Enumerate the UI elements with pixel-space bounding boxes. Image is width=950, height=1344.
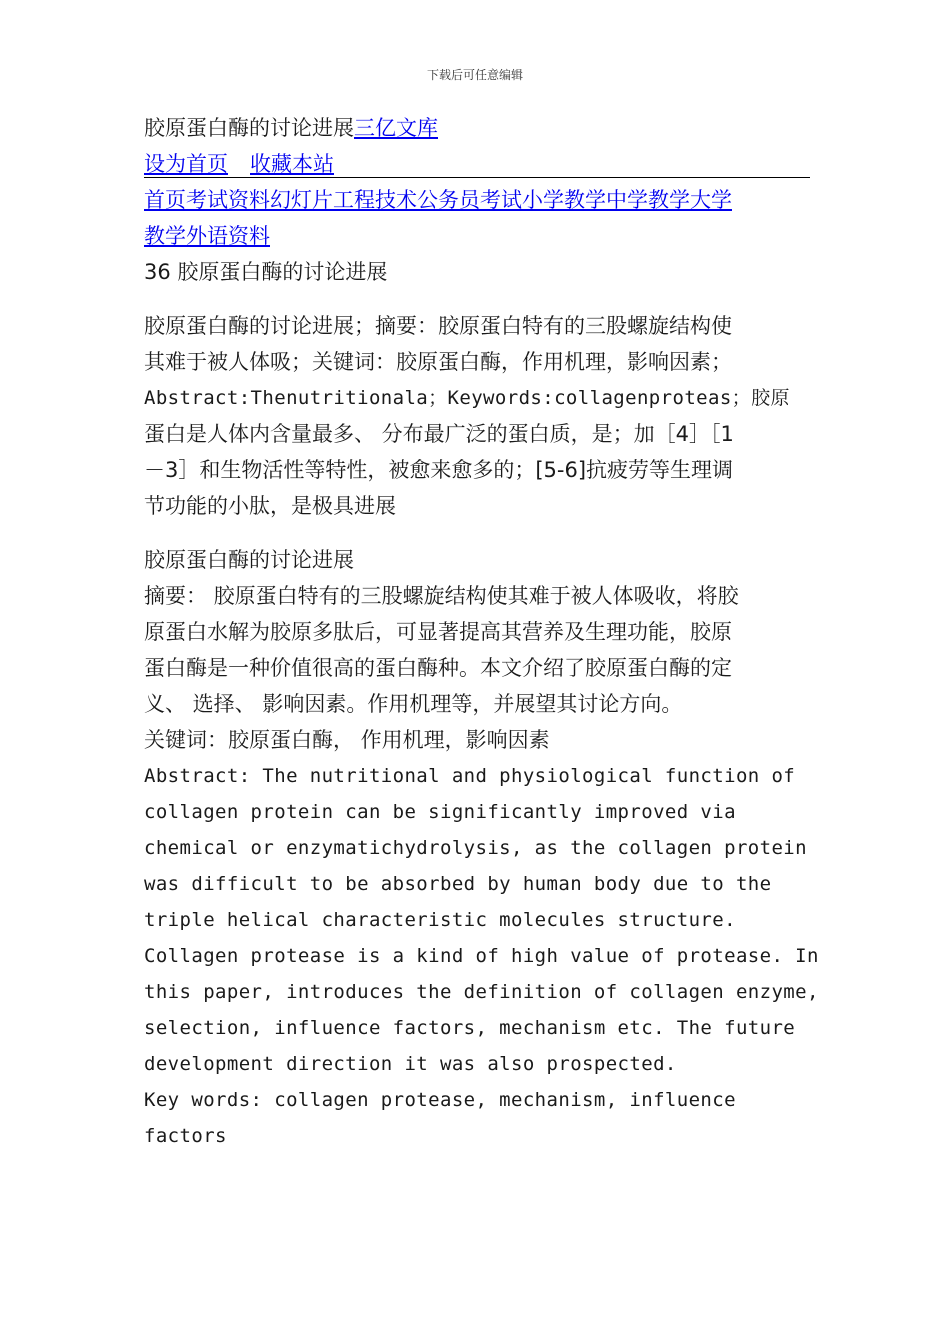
top-links: [144, 146, 808, 182]
bookmark-site-link[interactable]: 收藏本站: [250, 152, 334, 176]
abstract-en-line: Collagen protease is a kind of high value of protease. In: [144, 945, 819, 967]
keywords-en-line: Key words: collagen protease, mechanism, influence: [144, 1089, 736, 1111]
abstract-en-line: this paper, introduces the definition of collagen enzyme,: [144, 981, 819, 1003]
article-block: [144, 542, 819, 1154]
abstract-cn-line: 原蛋白水解为胶原多肽后，可显著提高其营养及生理功能，胶原: [144, 620, 732, 644]
keywords-cn: 关键词：胶原蛋白酶， 作用机理，影响因素: [144, 728, 550, 752]
title-line: [144, 110, 808, 146]
article-heading: 胶原蛋白酶的讨论进展: [144, 548, 354, 572]
snippet-line: 胶原蛋白酶的讨论进展；摘要：胶原蛋白特有的三股螺旋结构使: [144, 314, 732, 338]
nav-line-1: [144, 182, 808, 218]
abstract-en-line: chemical or enzymatichydrolysis, as the collagen protein: [144, 837, 807, 859]
abstract-en-line: development direction it was also prospected.: [144, 1053, 677, 1075]
doc-title: 36 胶原蛋白酶的讨论进展: [144, 260, 388, 284]
abstract-cn-line: 摘要： 胶原蛋白特有的三股螺旋结构使其难于被人体吸收，将胶: [144, 584, 739, 608]
snippet-line: Abstract:Thenutritionala；Keywords:collagenproteas；胶原: [144, 387, 790, 409]
abstract-cn-line: 蛋白酶是一种价值很高的蛋白酶种。本文介绍了胶原蛋白酶的定: [144, 656, 732, 680]
nav-line-2: [144, 218, 808, 254]
abstract-en-line: selection, influence factors, mechanism etc. The future: [144, 1017, 796, 1039]
abstract-cn-line: 义、 选择、 影响因素。作用机理等，并展望其讨论方向。: [144, 692, 683, 716]
snippet-line: 节功能的小肽，是极具进展: [144, 494, 396, 518]
snippet-line: －3］和生物活性等特性，被愈来愈多的；[5-6]抗疲劳等生理调: [144, 458, 734, 482]
abstract-en-line: collagen protein can be significantly improved via: [144, 801, 736, 823]
set-homepage-link[interactable]: 设为首页: [144, 152, 228, 176]
abstract-en-line: Abstract: The nutritional and physiological function of: [144, 765, 796, 787]
site-link[interactable]: 三亿文库: [354, 116, 438, 140]
document-body: [144, 110, 819, 1154]
snippet-line: 蛋白是人体内含量最多、 分布最广泛的蛋白质，是；加［4］［1: [144, 422, 734, 446]
page-header-note: 下载后可任意编辑: [426, 68, 523, 82]
abstract-en-line: was difficult to be absorbed by human body due to the: [144, 873, 772, 895]
keywords-en-line: factors: [144, 1125, 227, 1147]
snippet-line: 其难于被人体吸；关键词：胶原蛋白酶，作用机理，影响因素；: [144, 350, 732, 374]
page-title: 胶原蛋白酶的讨论进展: [144, 116, 354, 140]
category-nav-link-cont[interactable]: 教学外语资料: [144, 224, 270, 248]
snippet-block: [144, 308, 808, 524]
abstract-en-line: triple helical characteristic molecules structure.: [144, 909, 736, 931]
category-nav-link[interactable]: 首页考试资料幻灯片工程技术公务员考试小学教学中学教学大学: [144, 188, 732, 212]
